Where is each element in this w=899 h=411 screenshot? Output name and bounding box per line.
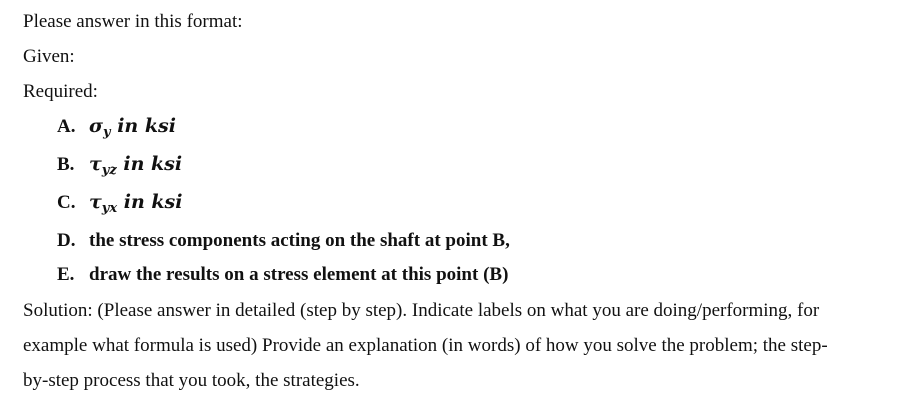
item-letter: C.	[57, 192, 76, 213]
solution-line-1: Solution: (Please answer in detailed (step by step). Indicate labels on what you are doing/performing, for	[23, 300, 820, 321]
item-letter: D.	[57, 230, 76, 251]
item-text: draw the results on a stress element at this point (B)	[89, 264, 509, 285]
subscript: yz	[101, 163, 117, 178]
subscript: yx	[101, 201, 118, 216]
sigma-y-expression	[89, 115, 176, 140]
tau-symbol: τ	[89, 191, 102, 213]
format-instruction: Please answer in this format:	[23, 11, 243, 32]
sigma-symbol: σ	[89, 115, 104, 137]
required-heading: Required:	[23, 81, 98, 102]
item-text: the stress components acting on the shaft at point B,	[89, 230, 510, 251]
given-heading: Given:	[23, 46, 75, 67]
solution-line-2: example what formula is used) Provide an explanation (in words) of how you solve the problem; the step-	[23, 335, 828, 356]
subscript: y	[103, 125, 111, 140]
required-item-c	[57, 190, 182, 215]
solution-line-3: by-step process that you took, the strategies.	[23, 370, 360, 391]
unit-text: in ksi	[117, 191, 183, 213]
required-item-d	[57, 229, 510, 253]
item-letter: E.	[57, 264, 75, 285]
required-item-b	[57, 152, 182, 177]
item-letter: A.	[57, 116, 76, 137]
tau-yx-expression	[89, 191, 183, 216]
unit-text: in ksi	[116, 153, 183, 175]
item-letter: B.	[57, 154, 75, 175]
unit-text: in ksi	[110, 115, 176, 137]
required-item-a	[57, 114, 176, 139]
required-item-e	[57, 263, 508, 287]
tau-symbol: τ	[89, 153, 102, 175]
tau-yz-expression	[89, 153, 183, 178]
